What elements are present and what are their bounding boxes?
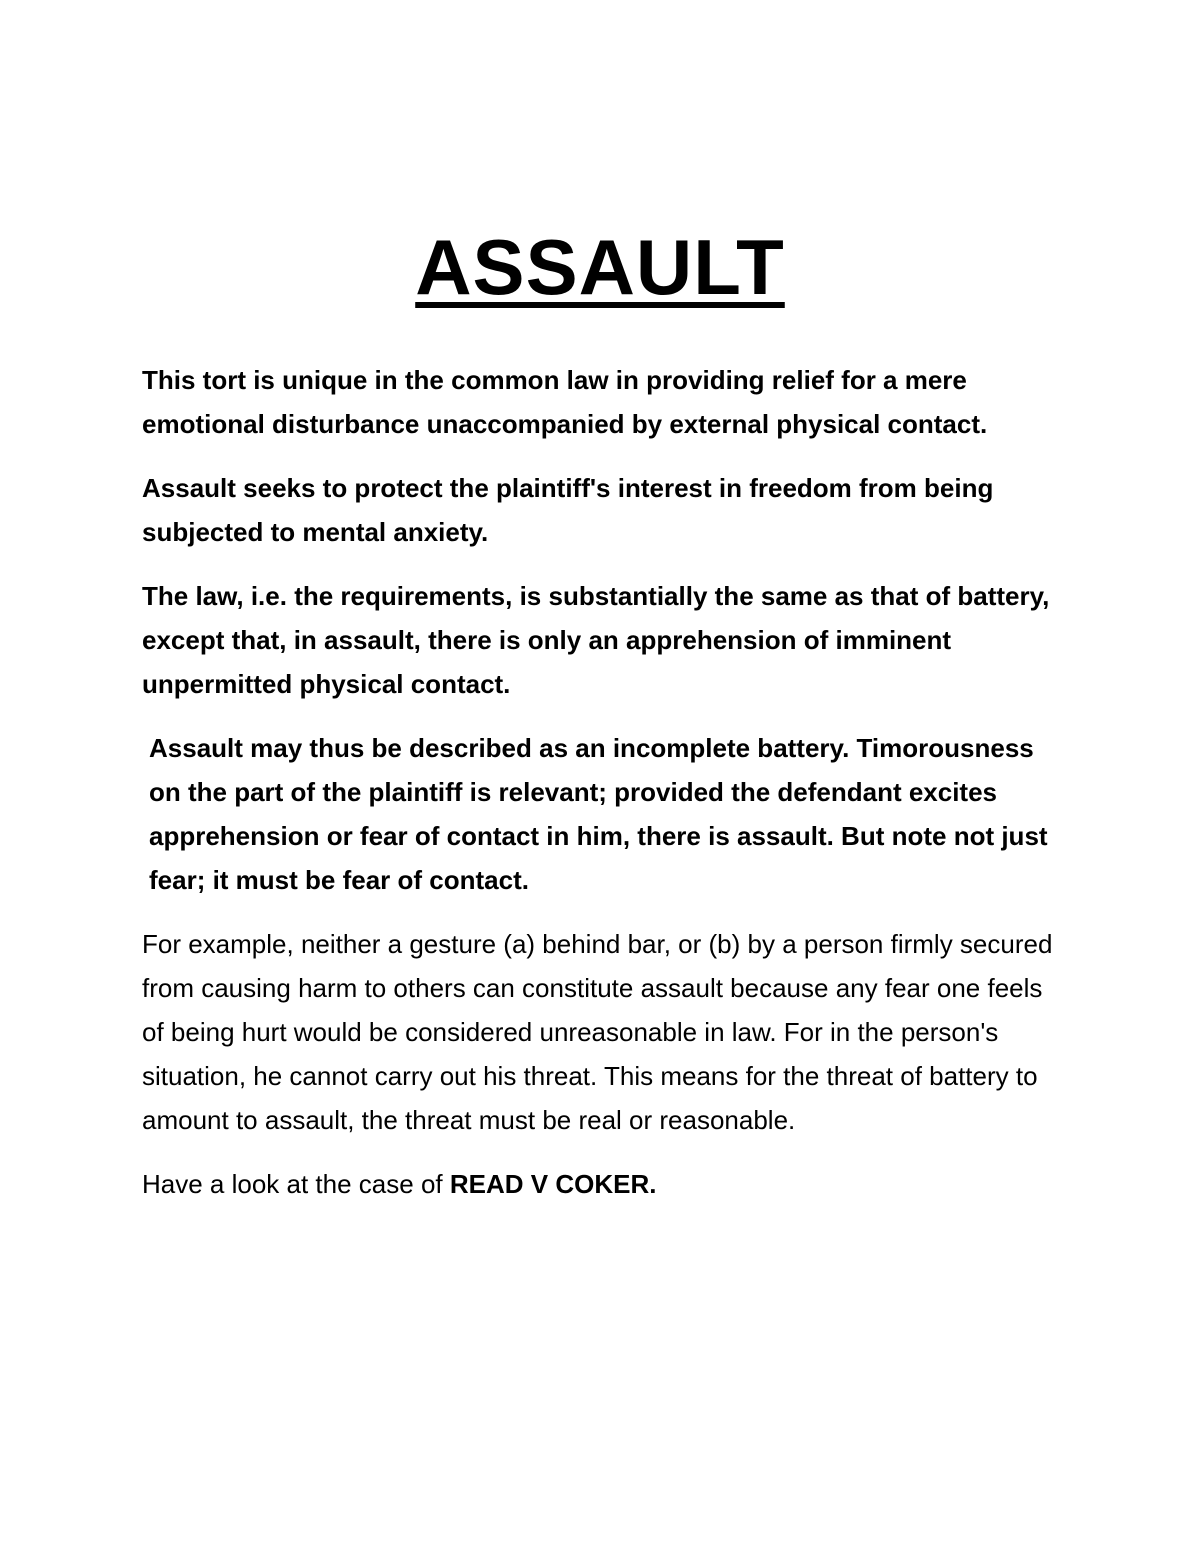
- title-text: ASSAULT: [415, 223, 785, 311]
- case-reference-suffix: .: [649, 1169, 657, 1199]
- paragraph-incomplete-battery: Assault may thus be described as an incomplete battery. Timorousness on the part of the plaintiff is relevant; provided the defendant excites apprehension or fear of contact in him, there is assault. But note not just fear; it must be fear of contact.: [149, 733, 1048, 895]
- paragraph-case-reference: [142, 1162, 1062, 1206]
- document-title: [0, 222, 1200, 312]
- case-reference-prefix: Have a look at the case of: [142, 1169, 450, 1199]
- paragraph-example: For example, neither a gesture (a) behind bar, or (b) by a person firmly secured from causing harm to others can constitute assault because any fear one feels of being hurt would be considered unreasonable in law. For in the person's situation, he cannot carry out his threat. This means for the threat of battery to amount to assault, the threat must be real or reasonable.: [142, 929, 1053, 1135]
- paragraph-definition: This tort is unique in the common law in providing relief for a mere emotional disturbance unaccompanied by external physical contact.: [142, 365, 988, 439]
- paragraph-interest: Assault seeks to protect the plaintiff's interest in freedom from being subjected to mental anxiety.: [142, 473, 994, 547]
- paragraph-requirements: The law, i.e. the requirements, is substantially the same as that of battery, except that, in assault, there is only an apprehension of imminent unpermitted physical contact.: [142, 581, 1050, 699]
- document-body: [142, 358, 1062, 1226]
- case-name: READ V COKER: [449, 1169, 650, 1199]
